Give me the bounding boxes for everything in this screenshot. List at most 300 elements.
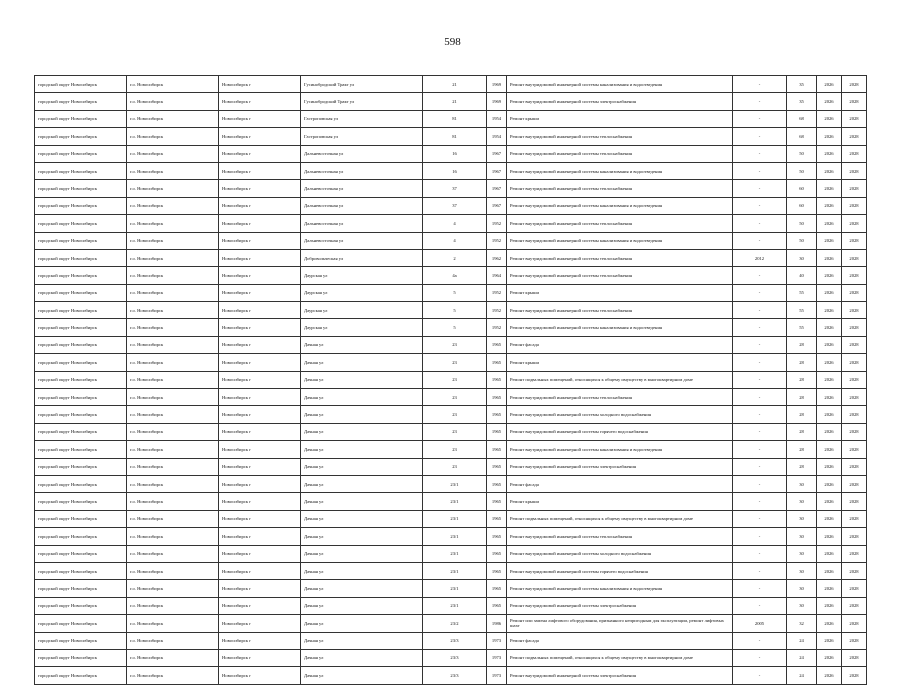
municipality-cell: городской округ Новосибирск xyxy=(35,493,127,510)
settlement-cell: Новосибирск г xyxy=(219,562,301,579)
locality-cell: г.о. Новосибирск xyxy=(127,180,219,197)
area-cell: 55 xyxy=(787,284,817,301)
start-year-cell: 2026 xyxy=(817,441,842,458)
street-cell: Дачная ул xyxy=(301,406,423,423)
house-number-cell: 23/2 xyxy=(423,615,487,632)
municipality-cell: городской округ Новосибирск xyxy=(35,354,127,371)
area-cell: 30 xyxy=(787,528,817,545)
area-cell: 24 xyxy=(787,667,817,684)
municipality-cell: городской округ Новосибирск xyxy=(35,267,127,284)
work-type-cell: Ремонт внутридомовой инженерной системы канализования и водоотведения xyxy=(507,232,733,249)
start-year-cell: 2026 xyxy=(817,371,842,388)
street-cell: Дачная ул xyxy=(301,615,423,632)
year-built-cell: 1965 xyxy=(487,371,507,388)
table-row xyxy=(35,597,867,614)
cost-cell: - xyxy=(733,336,787,353)
settlement-cell: Новосибирск г xyxy=(219,354,301,371)
locality-cell: г.о. Новосибирск xyxy=(127,284,219,301)
start-year-cell: 2026 xyxy=(817,128,842,145)
end-year-cell: 2028 xyxy=(842,597,867,614)
house-number-cell: 16 xyxy=(423,162,487,179)
year-built-cell: 1967 xyxy=(487,145,507,162)
locality-cell: г.о. Новосибирск xyxy=(127,232,219,249)
municipality-cell: городской округ Новосибирск xyxy=(35,180,127,197)
end-year-cell: 2028 xyxy=(842,302,867,319)
street-cell: Дачная ул xyxy=(301,458,423,475)
locality-cell: г.о. Новосибирск xyxy=(127,76,219,93)
cost-cell: - xyxy=(733,319,787,336)
work-type-cell: Ремонт внутридомовой инженерной системы электроснабжения xyxy=(507,458,733,475)
locality-cell: г.о. Новосибирск xyxy=(127,423,219,440)
house-number-cell: 5 xyxy=(423,319,487,336)
locality-cell: г.о. Новосибирск xyxy=(127,493,219,510)
year-built-cell: 1965 xyxy=(487,562,507,579)
municipality-cell: городской округ Новосибирск xyxy=(35,336,127,353)
street-cell: Дачная ул xyxy=(301,632,423,649)
settlement-cell: Новосибирск г xyxy=(219,597,301,614)
settlement-cell: Новосибирск г xyxy=(219,632,301,649)
work-type-cell: Ремонт внутридомовой инженерной системы канализования и водоотведения xyxy=(507,441,733,458)
street-cell: Гастроповская ул xyxy=(301,110,423,127)
cost-cell: - xyxy=(733,632,787,649)
street-cell: Гусинобродский Тракт ул xyxy=(301,76,423,93)
start-year-cell: 2026 xyxy=(817,406,842,423)
work-type-cell: Ремонт фасада xyxy=(507,475,733,492)
settlement-cell: Новосибирск г xyxy=(219,302,301,319)
start-year-cell: 2026 xyxy=(817,528,842,545)
table-row xyxy=(35,458,867,475)
start-year-cell: 2026 xyxy=(817,162,842,179)
house-number-cell: 37 xyxy=(423,180,487,197)
house-number-cell: 23/1 xyxy=(423,475,487,492)
cost-cell: - xyxy=(733,475,787,492)
year-built-cell: 1973 xyxy=(487,649,507,666)
settlement-cell: Новосибирск г xyxy=(219,458,301,475)
settlement-cell: Новосибирск г xyxy=(219,615,301,632)
work-type-cell: Ремонт или замена лифтового оборудования, признанного непригодным для эксплуатации, ремонт лифтовых шахт xyxy=(507,615,733,632)
work-type-cell: Ремонт внутридомовой инженерной системы электроснабжения xyxy=(507,93,733,110)
municipality-cell: городской округ Новосибирск xyxy=(35,215,127,232)
table-row xyxy=(35,302,867,319)
settlement-cell: Новосибирск г xyxy=(219,180,301,197)
municipality-cell: городской округ Новосибирск xyxy=(35,389,127,406)
work-type-cell: Ремонт внутридомовой инженерной системы теплоснабжения xyxy=(507,528,733,545)
locality-cell: г.о. Новосибирск xyxy=(127,249,219,266)
municipality-cell: городской округ Новосибирск xyxy=(35,371,127,388)
locality-cell: г.о. Новосибирск xyxy=(127,319,219,336)
year-built-cell: 1954 xyxy=(487,110,507,127)
year-built-cell: 1965 xyxy=(487,545,507,562)
work-type-cell: Ремонт подвальных помещений, относящихся к общему имуществу в многоквартирном доме xyxy=(507,649,733,666)
locality-cell: г.о. Новосибирск xyxy=(127,562,219,579)
municipality-cell: городской округ Новосибирск xyxy=(35,197,127,214)
start-year-cell: 2026 xyxy=(817,649,842,666)
year-built-cell: 1986 xyxy=(487,615,507,632)
end-year-cell: 2028 xyxy=(842,249,867,266)
house-number-cell: 23 xyxy=(423,371,487,388)
table-row xyxy=(35,180,867,197)
area-cell: 30 xyxy=(787,510,817,527)
house-number-cell: 4 xyxy=(423,232,487,249)
start-year-cell: 2026 xyxy=(817,197,842,214)
house-number-cell: 81 xyxy=(423,128,487,145)
year-built-cell: 1967 xyxy=(487,162,507,179)
cost-cell: - xyxy=(733,302,787,319)
work-type-cell: Ремонт фасада xyxy=(507,336,733,353)
area-cell: 50 xyxy=(787,145,817,162)
street-cell: Дачная ул xyxy=(301,667,423,684)
street-cell: Дальневосточная ул xyxy=(301,215,423,232)
table-row xyxy=(35,562,867,579)
locality-cell: г.о. Новосибирск xyxy=(127,145,219,162)
table-row xyxy=(35,580,867,597)
table-row xyxy=(35,389,867,406)
settlement-cell: Новосибирск г xyxy=(219,649,301,666)
street-cell: Дачная ул xyxy=(301,562,423,579)
year-built-cell: 1967 xyxy=(487,197,507,214)
table-row xyxy=(35,249,867,266)
work-type-cell: Ремонт внутридомовой инженерной системы канализования и водоотведения xyxy=(507,319,733,336)
settlement-cell: Новосибирск г xyxy=(219,284,301,301)
locality-cell: г.о. Новосибирск xyxy=(127,597,219,614)
cost-cell: - xyxy=(733,441,787,458)
locality-cell: г.о. Новосибирск xyxy=(127,93,219,110)
end-year-cell: 2028 xyxy=(842,180,867,197)
year-built-cell: 1969 xyxy=(487,93,507,110)
area-cell: 28 xyxy=(787,389,817,406)
house-number-cell: 23/1 xyxy=(423,562,487,579)
area-cell: 40 xyxy=(787,267,817,284)
table-row xyxy=(35,232,867,249)
locality-cell: г.о. Новосибирск xyxy=(127,215,219,232)
end-year-cell: 2028 xyxy=(842,667,867,684)
street-cell: Дачная ул xyxy=(301,493,423,510)
table-row xyxy=(35,510,867,527)
table-row xyxy=(35,197,867,214)
year-built-cell: 1962 xyxy=(487,249,507,266)
cost-cell: - xyxy=(733,389,787,406)
start-year-cell: 2026 xyxy=(817,284,842,301)
table-row xyxy=(35,145,867,162)
year-built-cell: 1964 xyxy=(487,267,507,284)
municipality-cell: городской округ Новосибирск xyxy=(35,545,127,562)
street-cell: Добровольческая ул xyxy=(301,249,423,266)
municipality-cell: городской округ Новосибирск xyxy=(35,441,127,458)
area-cell: 50 xyxy=(787,232,817,249)
settlement-cell: Новосибирск г xyxy=(219,197,301,214)
start-year-cell: 2026 xyxy=(817,510,842,527)
area-cell: 68 xyxy=(787,110,817,127)
house-number-cell: 23 xyxy=(423,458,487,475)
locality-cell: г.о. Новосибирск xyxy=(127,458,219,475)
house-number-cell: 21 xyxy=(423,76,487,93)
house-number-cell: 23/1 xyxy=(423,545,487,562)
street-cell: Гусинобродский Тракт ул xyxy=(301,93,423,110)
end-year-cell: 2028 xyxy=(842,545,867,562)
table-row xyxy=(35,475,867,492)
cost-cell: - xyxy=(733,667,787,684)
house-number-cell: 23/1 xyxy=(423,510,487,527)
settlement-cell: Новосибирск г xyxy=(219,545,301,562)
year-built-cell: 1973 xyxy=(487,667,507,684)
start-year-cell: 2026 xyxy=(817,302,842,319)
work-type-cell: Ремонт подвальных помещений, относящихся к общему имуществу в многоквартирном доме xyxy=(507,371,733,388)
table-row xyxy=(35,162,867,179)
year-built-cell: 1965 xyxy=(487,458,507,475)
work-type-cell: Ремонт внутридомовой инженерной системы канализования и водоотведения xyxy=(507,580,733,597)
work-type-cell: Ремонт внутридомовой инженерной системы теплоснабжения xyxy=(507,249,733,266)
table-row xyxy=(35,128,867,145)
end-year-cell: 2028 xyxy=(842,232,867,249)
start-year-cell: 2026 xyxy=(817,475,842,492)
settlement-cell: Новосибирск г xyxy=(219,441,301,458)
locality-cell: г.о. Новосибирск xyxy=(127,128,219,145)
cost-cell: - xyxy=(733,597,787,614)
end-year-cell: 2028 xyxy=(842,649,867,666)
locality-cell: г.о. Новосибирск xyxy=(127,667,219,684)
start-year-cell: 2026 xyxy=(817,215,842,232)
settlement-cell: Новосибирск г xyxy=(219,215,301,232)
work-type-cell: Ремонт внутридомовой инженерной системы теплоснабжения xyxy=(507,389,733,406)
end-year-cell: 2028 xyxy=(842,562,867,579)
start-year-cell: 2026 xyxy=(817,597,842,614)
area-cell: 24 xyxy=(787,649,817,666)
settlement-cell: Новосибирск г xyxy=(219,110,301,127)
cost-cell: - xyxy=(733,562,787,579)
start-year-cell: 2026 xyxy=(817,110,842,127)
street-cell: Дачная ул xyxy=(301,423,423,440)
work-type-cell: Ремонт крыши xyxy=(507,493,733,510)
cost-cell: - xyxy=(733,458,787,475)
street-cell: Даурская ул xyxy=(301,267,423,284)
end-year-cell: 2028 xyxy=(842,406,867,423)
house-number-cell: 4 xyxy=(423,215,487,232)
end-year-cell: 2028 xyxy=(842,336,867,353)
cost-cell: 2012 xyxy=(733,249,787,266)
municipality-cell: городской округ Новосибирск xyxy=(35,615,127,632)
work-type-cell: Ремонт внутридомовой инженерной системы горячего водоснабжения xyxy=(507,562,733,579)
locality-cell: г.о. Новосибирск xyxy=(127,371,219,388)
locality-cell: г.о. Новосибирск xyxy=(127,475,219,492)
work-type-cell: Ремонт внутридомовой инженерной системы холодного водоснабжения xyxy=(507,545,733,562)
house-number-cell: 23 xyxy=(423,441,487,458)
cost-cell: - xyxy=(733,545,787,562)
start-year-cell: 2026 xyxy=(817,249,842,266)
table-row xyxy=(35,545,867,562)
start-year-cell: 2026 xyxy=(817,562,842,579)
locality-cell: г.о. Новосибирск xyxy=(127,162,219,179)
municipality-cell: городской округ Новосибирск xyxy=(35,632,127,649)
area-cell: 35 xyxy=(787,76,817,93)
year-built-cell: 1952 xyxy=(487,284,507,301)
cost-cell: - xyxy=(733,580,787,597)
work-type-cell: Ремонт внутридомовой инженерной системы теплоснабжения xyxy=(507,128,733,145)
cost-cell: - xyxy=(733,371,787,388)
street-cell: Дачная ул xyxy=(301,545,423,562)
house-number-cell: 21 xyxy=(423,93,487,110)
table-row xyxy=(35,528,867,545)
area-cell: 30 xyxy=(787,475,817,492)
area-cell: 28 xyxy=(787,336,817,353)
table-row xyxy=(35,354,867,371)
work-type-cell: Ремонт внутридомовой инженерной системы канализования и водоотведения xyxy=(507,162,733,179)
cost-cell: - xyxy=(733,145,787,162)
municipality-cell: городской округ Новосибирск xyxy=(35,284,127,301)
start-year-cell: 2026 xyxy=(817,180,842,197)
house-number-cell: 5 xyxy=(423,302,487,319)
work-type-cell: Ремонт внутридомовой инженерной системы электроснабжения xyxy=(507,667,733,684)
area-cell: 24 xyxy=(787,632,817,649)
house-number-cell: 23 xyxy=(423,423,487,440)
street-cell: Дачная ул xyxy=(301,371,423,388)
house-number-cell: 81 xyxy=(423,110,487,127)
municipality-cell: городской округ Новосибирск xyxy=(35,528,127,545)
settlement-cell: Новосибирск г xyxy=(219,580,301,597)
end-year-cell: 2028 xyxy=(842,475,867,492)
year-built-cell: 1965 xyxy=(487,354,507,371)
street-cell: Дачная ул xyxy=(301,528,423,545)
cost-cell: - xyxy=(733,406,787,423)
end-year-cell: 2028 xyxy=(842,441,867,458)
municipality-cell: городской округ Новосибирск xyxy=(35,249,127,266)
work-type-cell: Ремонт фасада xyxy=(507,632,733,649)
start-year-cell: 2026 xyxy=(817,580,842,597)
locality-cell: г.о. Новосибирск xyxy=(127,580,219,597)
street-cell: Дачная ул xyxy=(301,441,423,458)
year-built-cell: 1965 xyxy=(487,580,507,597)
table-row xyxy=(35,615,867,632)
start-year-cell: 2026 xyxy=(817,76,842,93)
municipality-cell: городской округ Новосибирск xyxy=(35,667,127,684)
table-row xyxy=(35,667,867,684)
cost-cell: - xyxy=(733,493,787,510)
year-built-cell: 1965 xyxy=(487,406,507,423)
work-type-cell: Ремонт внутридомовой инженерной системы теплоснабжения xyxy=(507,145,733,162)
street-cell: Дачная ул xyxy=(301,580,423,597)
start-year-cell: 2026 xyxy=(817,354,842,371)
settlement-cell: Новосибирск г xyxy=(219,389,301,406)
municipality-cell: городской округ Новосибирск xyxy=(35,649,127,666)
start-year-cell: 2026 xyxy=(817,615,842,632)
cost-cell: - xyxy=(733,232,787,249)
cost-cell: - xyxy=(733,76,787,93)
locality-cell: г.о. Новосибирск xyxy=(127,441,219,458)
house-number-cell: 23/1 xyxy=(423,597,487,614)
area-cell: 55 xyxy=(787,302,817,319)
municipality-cell: городской округ Новосибирск xyxy=(35,406,127,423)
street-cell: Дачная ул xyxy=(301,649,423,666)
table-row xyxy=(35,336,867,353)
house-number-cell: 4а xyxy=(423,267,487,284)
start-year-cell: 2026 xyxy=(817,667,842,684)
start-year-cell: 2026 xyxy=(817,93,842,110)
end-year-cell: 2028 xyxy=(842,510,867,527)
year-built-cell: 1967 xyxy=(487,180,507,197)
registry-table xyxy=(34,75,867,685)
house-number-cell: 16 xyxy=(423,145,487,162)
end-year-cell: 2028 xyxy=(842,423,867,440)
municipality-cell: городской округ Новосибирск xyxy=(35,110,127,127)
street-cell: Гастроповская ул xyxy=(301,128,423,145)
house-number-cell: 23/3 xyxy=(423,632,487,649)
municipality-cell: городской округ Новосибирск xyxy=(35,562,127,579)
street-cell: Дачная ул xyxy=(301,389,423,406)
locality-cell: г.о. Новосибирск xyxy=(127,267,219,284)
locality-cell: г.о. Новосибирск xyxy=(127,510,219,527)
cost-cell: - xyxy=(733,423,787,440)
house-number-cell: 23 xyxy=(423,354,487,371)
end-year-cell: 2028 xyxy=(842,319,867,336)
work-type-cell: Ремонт крыши xyxy=(507,110,733,127)
cost-cell: - xyxy=(733,215,787,232)
locality-cell: г.о. Новосибирск xyxy=(127,632,219,649)
year-built-cell: 1952 xyxy=(487,215,507,232)
street-cell: Дачная ул xyxy=(301,510,423,527)
cost-cell: - xyxy=(733,354,787,371)
end-year-cell: 2028 xyxy=(842,580,867,597)
year-built-cell: 1973 xyxy=(487,632,507,649)
page-number: 598 xyxy=(444,36,461,48)
area-cell: 68 xyxy=(787,128,817,145)
settlement-cell: Новосибирск г xyxy=(219,267,301,284)
start-year-cell: 2026 xyxy=(817,145,842,162)
area-cell: 30 xyxy=(787,580,817,597)
street-cell: Дальневосточная ул xyxy=(301,145,423,162)
municipality-cell: городской округ Новосибирск xyxy=(35,145,127,162)
cost-cell: - xyxy=(733,180,787,197)
area-cell: 30 xyxy=(787,597,817,614)
cost-cell: - xyxy=(733,510,787,527)
settlement-cell: Новосибирск г xyxy=(219,249,301,266)
start-year-cell: 2026 xyxy=(817,458,842,475)
settlement-cell: Новосибирск г xyxy=(219,162,301,179)
table-row xyxy=(35,649,867,666)
end-year-cell: 2028 xyxy=(842,354,867,371)
work-type-cell: Ремонт внутридомовой инженерной системы канализования и водоотведения xyxy=(507,197,733,214)
work-type-cell: Ремонт крыши xyxy=(507,284,733,301)
house-number-cell: 23/3 xyxy=(423,667,487,684)
work-type-cell: Ремонт внутридомовой инженерной системы теплоснабжения xyxy=(507,267,733,284)
end-year-cell: 2028 xyxy=(842,389,867,406)
end-year-cell: 2028 xyxy=(842,128,867,145)
table-row xyxy=(35,215,867,232)
settlement-cell: Новосибирск г xyxy=(219,371,301,388)
registry-body xyxy=(35,76,867,685)
area-cell: 28 xyxy=(787,458,817,475)
area-cell: 32 xyxy=(787,615,817,632)
end-year-cell: 2028 xyxy=(842,632,867,649)
settlement-cell: Новосибирск г xyxy=(219,528,301,545)
table-row xyxy=(35,76,867,93)
cost-cell: - xyxy=(733,128,787,145)
municipality-cell: городской округ Новосибирск xyxy=(35,232,127,249)
end-year-cell: 2028 xyxy=(842,267,867,284)
table-row xyxy=(35,371,867,388)
end-year-cell: 2028 xyxy=(842,615,867,632)
year-built-cell: 1965 xyxy=(487,597,507,614)
house-number-cell: 23/1 xyxy=(423,580,487,597)
end-year-cell: 2028 xyxy=(842,145,867,162)
year-built-cell: 1952 xyxy=(487,302,507,319)
municipality-cell: городской округ Новосибирск xyxy=(35,93,127,110)
locality-cell: г.о. Новосибирск xyxy=(127,649,219,666)
start-year-cell: 2026 xyxy=(817,336,842,353)
street-cell: Дальневосточная ул xyxy=(301,232,423,249)
start-year-cell: 2026 xyxy=(817,319,842,336)
work-type-cell: Ремонт внутридомовой инженерной системы горячего водоснабжения xyxy=(507,423,733,440)
settlement-cell: Новосибирск г xyxy=(219,145,301,162)
start-year-cell: 2026 xyxy=(817,632,842,649)
